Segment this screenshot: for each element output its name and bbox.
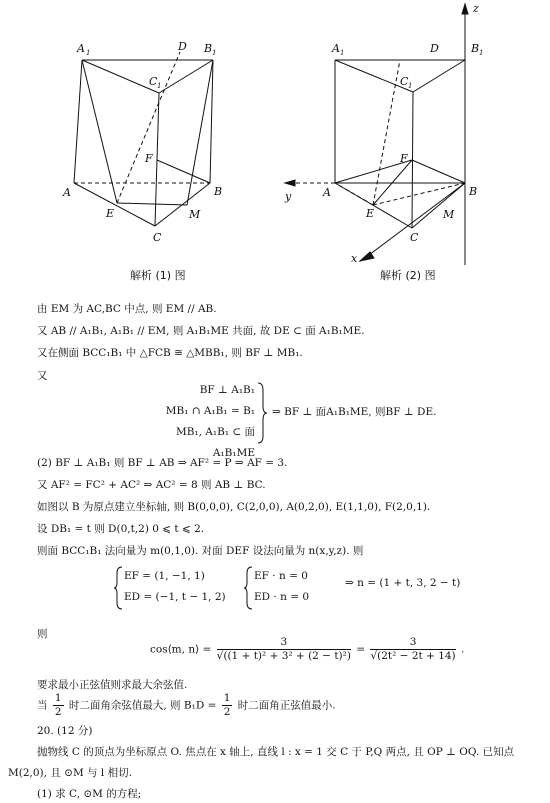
label-F: F	[145, 152, 153, 165]
problem-heading: 20. (12 分)	[37, 725, 93, 737]
label-M-right: M	[443, 208, 455, 221]
caption-right: 解析 (2) 图	[380, 269, 436, 282]
solution-line-6: 又 AF² = FC² + AC² ⇒ AC² = 8 则 AB ⊥ BC.	[37, 479, 266, 491]
label-M: M	[189, 208, 201, 221]
normal-system: EF · n = 0 ED · n = 0	[254, 570, 310, 603]
caption-left: 解析 (1) 图	[130, 269, 186, 282]
label-D-right: D	[430, 42, 439, 55]
figure-left	[55, 0, 315, 285]
label-F-right: F	[400, 152, 408, 165]
solution-line-10: 则	[37, 628, 48, 640]
normal-vector-result: ⇒ n = (1 + t, 3, 2 − t)	[345, 577, 461, 589]
label-B1: B	[204, 42, 213, 55]
solution-line-3: 又在侧面 BCC₁B₁ 中 △FCB ≅ △MBB₁, 则 BF ⊥ MB₁.	[37, 347, 303, 359]
solution-line-2: 又 AB // A₁B₁, A₁B₁ // EM, 则 A₁B₁ME 共面, 故 DE ⊂ 面 A₁B₁ME.	[37, 325, 365, 337]
system-1-result: ⇒ BF ⊥ 面A₁B₁ME, 则BF ⊥ DE.	[272, 406, 437, 418]
svg-text:1: 1	[86, 49, 91, 57]
solution-line-12: 当 $\frac{1}{2}$ 时二面角余弦值最大, 则 B₁D = $\frac{1}{2}$ 时二面角正弦值最小.	[37, 692, 336, 718]
solution-line-5: (2) BF ⊥ A₁B₁ 则 BF ⊥ AB ⇒ AF² = P ⇒ AF = 3.	[37, 457, 288, 469]
axis-z-label: z	[473, 2, 479, 15]
solution-line-7: 如图以 B 为原点建立坐标轴, 则 B(0,0,0), C(2,0,0), A(0,2,0), E(1,1,0), F(2,0,1).	[37, 501, 431, 513]
label-B-right: B	[469, 185, 478, 198]
svg-text:1: 1	[479, 49, 484, 57]
label-D: D	[178, 40, 187, 53]
label-A1-right: A	[332, 42, 340, 55]
svg-text:1: 1	[340, 49, 345, 57]
label-C: C	[153, 231, 162, 244]
axis-x-label: x	[351, 252, 358, 265]
label-C1-right: C	[400, 75, 409, 88]
figure-right	[280, 0, 520, 285]
solution-line-9: 则面 BCC₁B₁ 法向量为 m(0,1,0). 对面 DEF 设法向量为 n(x,y,z). 则	[37, 545, 364, 557]
problem-line-2: M(2,0), 且 ⊙M 与 l 相切.	[8, 767, 132, 779]
svg-text:1: 1	[157, 82, 162, 90]
problem-part-1: (1) 求 C, ⊙M 的方程;	[37, 788, 142, 800]
label-C1: C	[149, 75, 158, 88]
brace-left-icon	[113, 566, 123, 610]
label-E: E	[106, 207, 115, 220]
brace-left-icon-2	[243, 566, 253, 610]
svg-text:1: 1	[212, 49, 217, 57]
problem-line-1: 抛物线 C 的顶点为坐标原点 O. 焦点在 x 轴上, 直线 l : x = 1 交 C 于 P,Q 两点, 且 OP ⊥ OQ. 已知点	[37, 746, 515, 758]
cosine-formula: cos⟨m, n⟩ = $\frac{3}{\text{√((1 + t)² + 3² + (2 − t)²)}}$ = $\frac{3}{\text{√(2t² − 2t + 14)}}$ .	[150, 636, 465, 662]
axis-y-label: y	[285, 190, 292, 203]
label-B: B	[214, 185, 223, 198]
vector-system: EF = (1, −1, 1) ED = (−1, t − 1, 2)	[124, 570, 226, 603]
label-E-right: E	[366, 207, 375, 220]
solution-line-4: 又	[37, 370, 48, 382]
label-A: A	[63, 186, 71, 199]
brace-right-icon	[256, 382, 268, 444]
solution-line-1: 由 EM 为 AC,BC 中点, 则 EM // AB.	[37, 303, 217, 315]
system-1-left: BF ⊥ A₁B₁ MB₁ ∩ A₁B₁ = B₁ MB₁, A₁B₁ ⊂ 面A₁B₁ME	[165, 384, 255, 459]
svg-text:1: 1	[408, 82, 413, 90]
label-B1-right: B	[471, 42, 480, 55]
label-A1: A	[77, 42, 85, 55]
label-C-right: C	[410, 231, 419, 244]
label-A-right: A	[323, 186, 331, 199]
solution-line-11: 要求最小正弦值则求最大余弦值.	[37, 679, 188, 691]
solution-line-8: 设 DB₁ = t 则 D(0,t,2) 0 ⩽ t ⩽ 2.	[37, 523, 205, 535]
